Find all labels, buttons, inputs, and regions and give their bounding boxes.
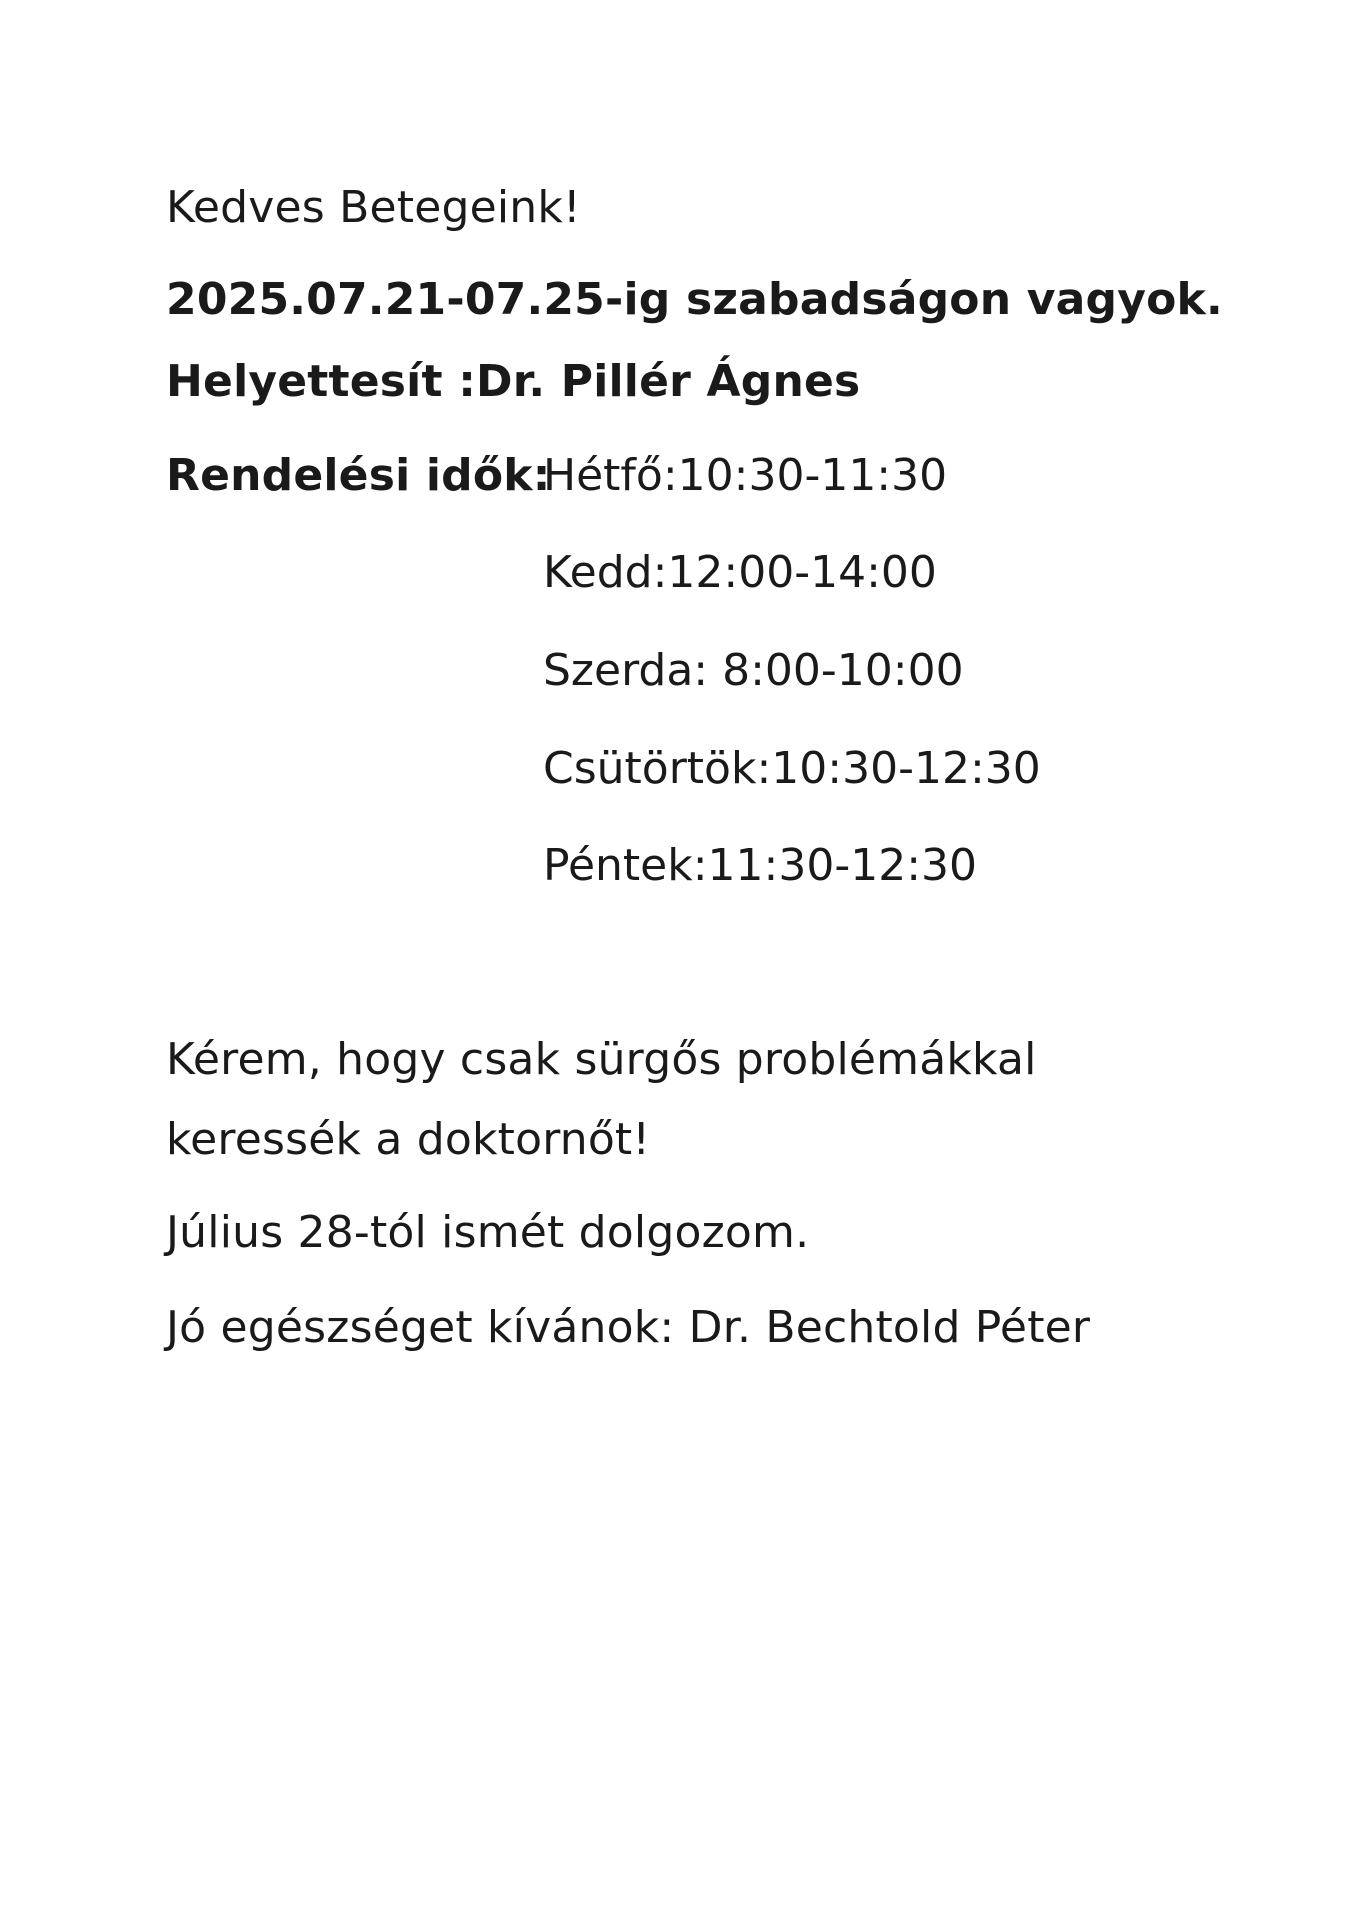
closing-line: Jó egészséget kívánok: Dr. Bechtold Péter bbox=[166, 1302, 1091, 1353]
schedule-wednesday: Szerda: 8:00-10:00 bbox=[543, 645, 964, 696]
greeting: Kedves Betegeink! bbox=[166, 182, 581, 233]
vacation-line: 2025.07.21-07.25-ig szabadságon vagyok. bbox=[166, 274, 1223, 325]
schedule-thursday: Csütörtök:10:30-12:30 bbox=[543, 743, 1041, 794]
substitute-line: Helyettesít :Dr. Pillér Ágnes bbox=[166, 356, 861, 407]
schedule-friday: Péntek:11:30-12:30 bbox=[543, 840, 978, 891]
return-line: Július 28-tól ismét dolgozom. bbox=[166, 1207, 810, 1258]
request-line-2: keressék a doktornőt! bbox=[166, 1114, 651, 1165]
hours-label: Rendelési idők: bbox=[166, 450, 551, 501]
schedule-tuesday: Kedd:12:00-14:00 bbox=[543, 547, 937, 598]
schedule-monday: Hétfő:10:30-11:30 bbox=[543, 450, 948, 501]
request-line-1: Kérem, hogy csak sürgős problémákkal bbox=[166, 1034, 1037, 1085]
